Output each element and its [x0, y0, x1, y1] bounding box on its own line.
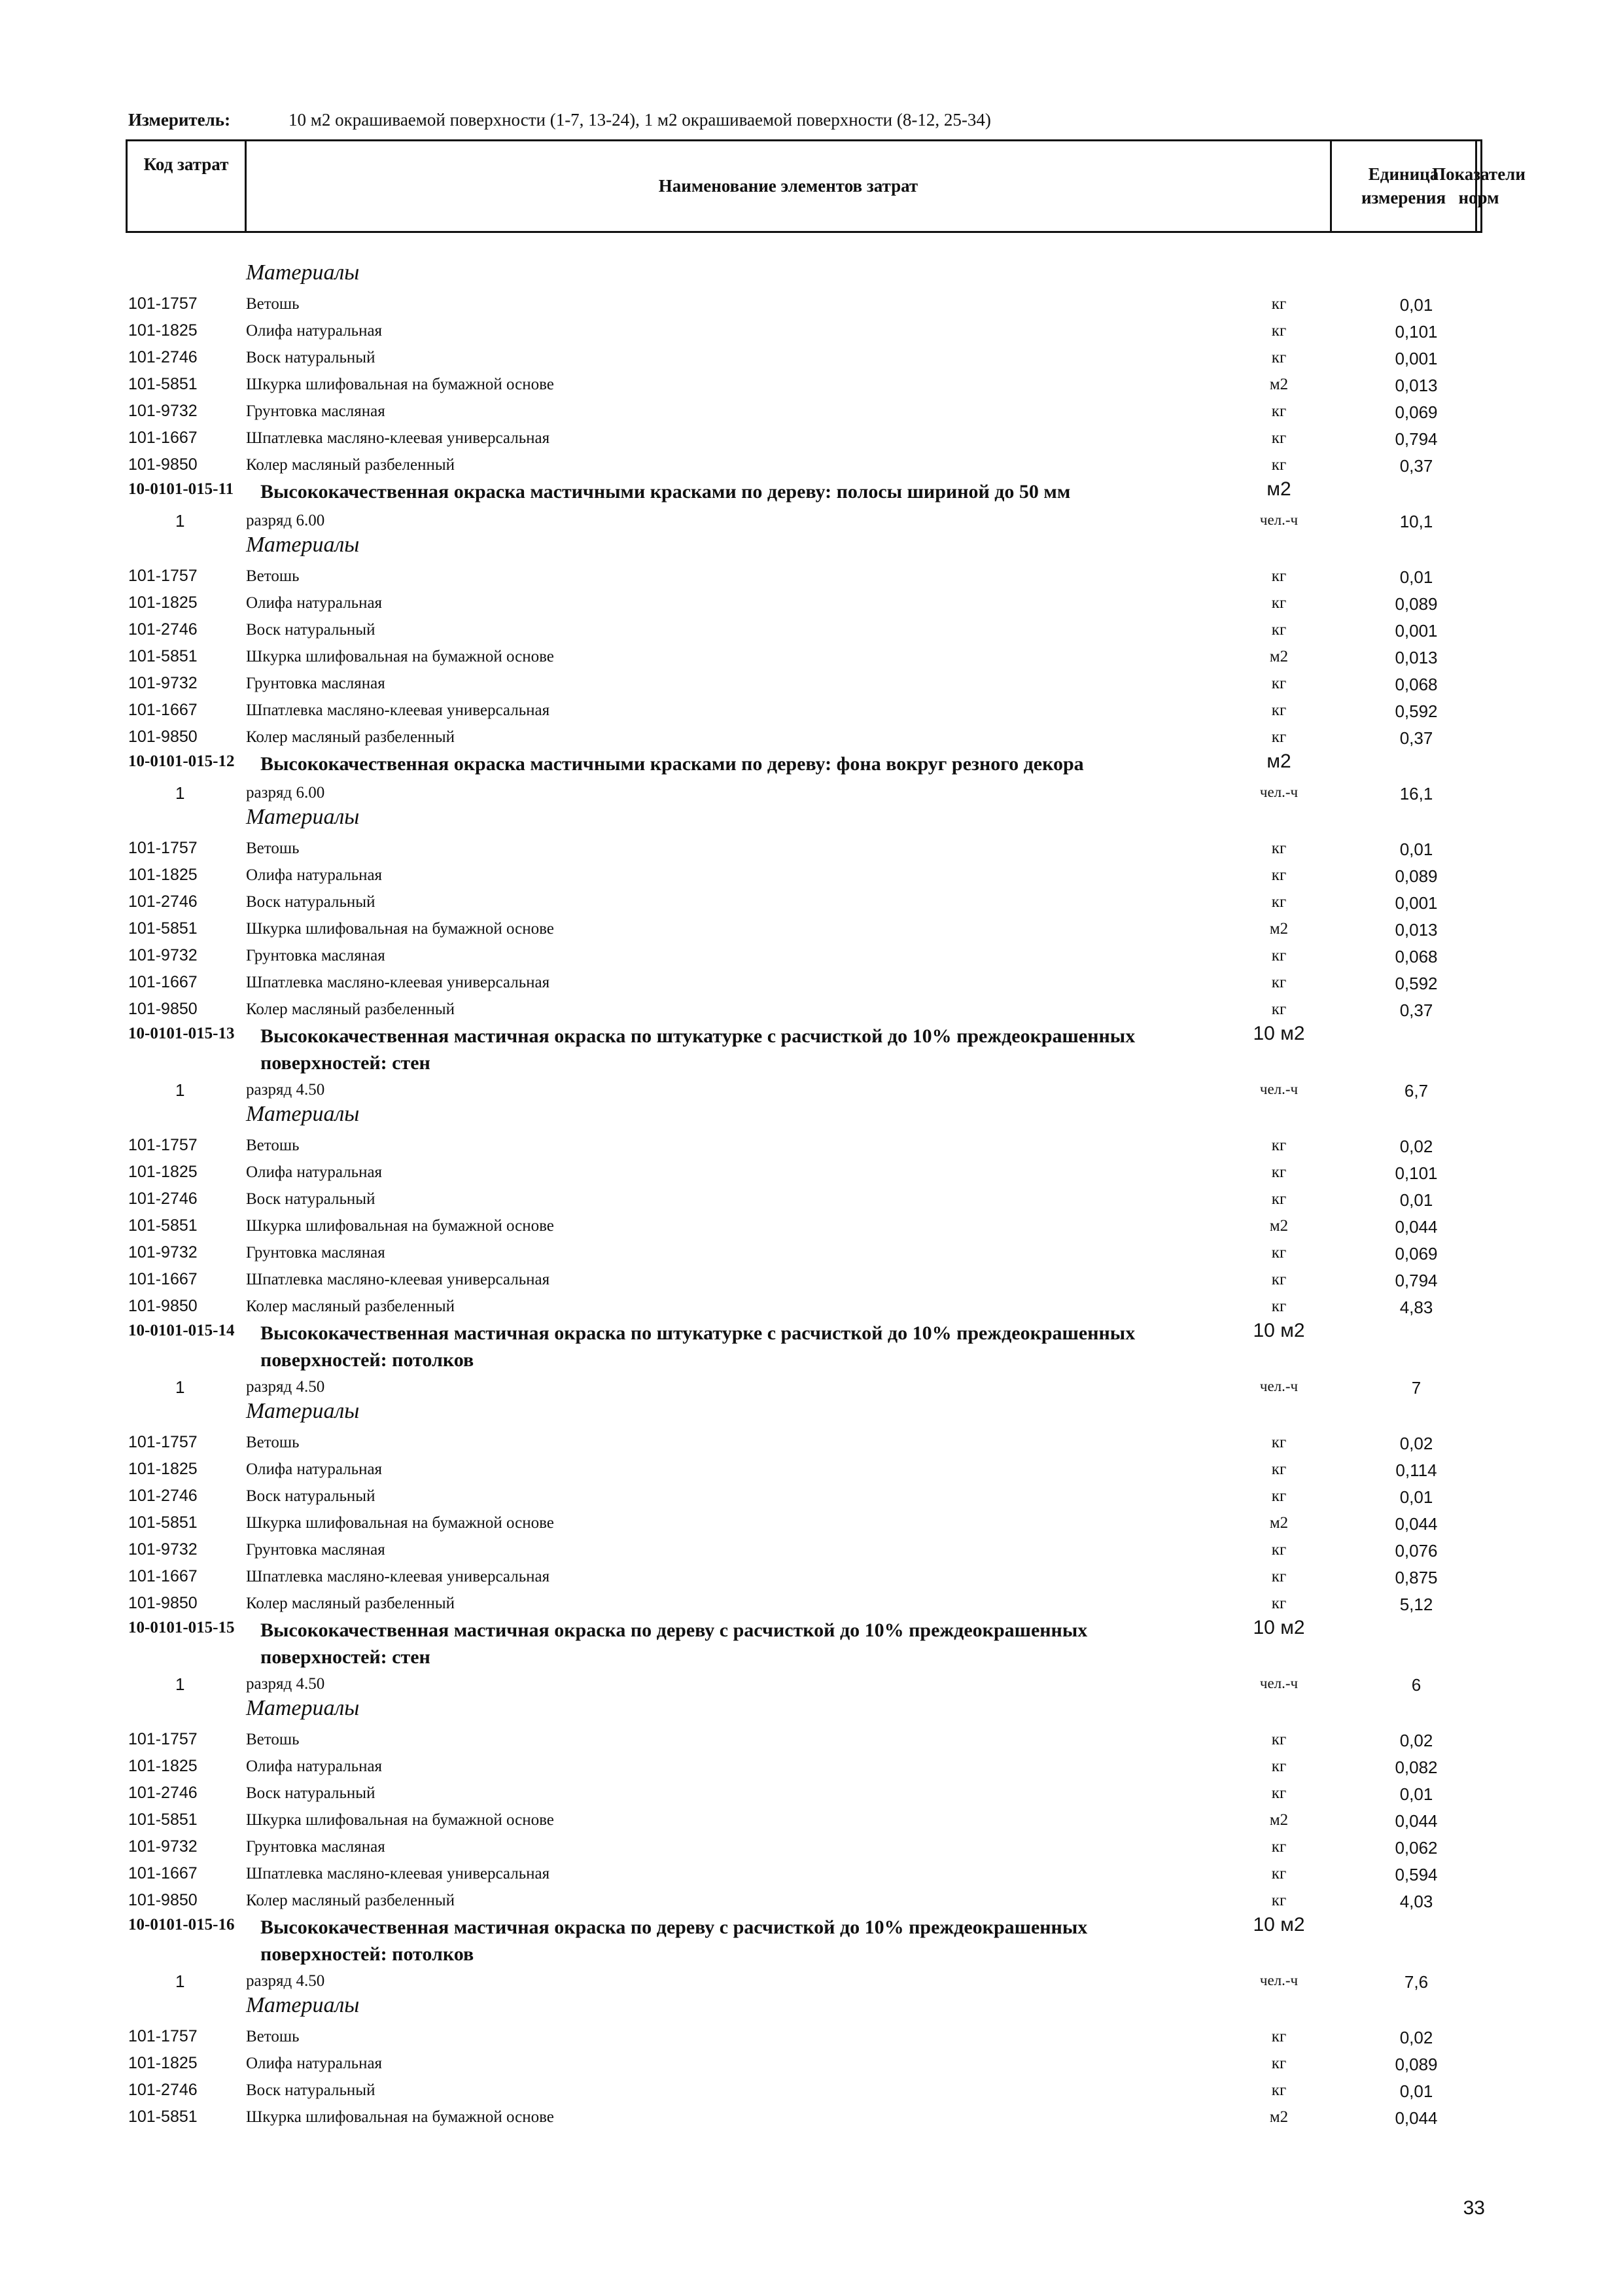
- row-name: Грунтовка масляная: [246, 947, 385, 964]
- row-unit: кг: [1271, 1190, 1287, 1208]
- row-norm: 0,013: [1395, 920, 1438, 940]
- row-norm: 0,875: [1395, 1568, 1438, 1587]
- row-norm: 0,001: [1395, 893, 1438, 913]
- job-title: Высококачественная мастичная окраска по штукатурке с расчисткой до 10% преждеокрашенных поверхностей: стен: [260, 1025, 1136, 1074]
- row-name: Шкурка шлифовальная на бумажной основе: [246, 1217, 554, 1235]
- row-norm: 0,01: [1399, 1190, 1433, 1210]
- row-unit: кг: [1271, 675, 1287, 692]
- row-code: 101-1825: [128, 866, 198, 884]
- row-norm: 0,794: [1395, 429, 1438, 449]
- row-name: Олифа натуральная: [246, 2055, 383, 2072]
- row-unit: кг: [1271, 1541, 1287, 1559]
- row-code: 101-9732: [128, 946, 198, 964]
- row-norm: 0,02: [1399, 1434, 1433, 1453]
- row-unit: кг: [1271, 1892, 1287, 1909]
- row-unit: кг: [1271, 974, 1287, 991]
- row-name: Грунтовка масляная: [246, 1838, 385, 1856]
- row-code: 101-9850: [128, 1297, 198, 1315]
- row-unit: кг: [1271, 567, 1287, 585]
- row-code: 101-1825: [128, 1460, 198, 1478]
- row-unit: кг: [1271, 947, 1287, 964]
- job-unit: м2: [1266, 478, 1291, 500]
- row-name: Олифа натуральная: [246, 1460, 383, 1478]
- row-name: Олифа натуральная: [246, 866, 383, 884]
- row-code: 101-1825: [128, 2054, 198, 2072]
- row-norm: 0,02: [1399, 1731, 1433, 1750]
- row-code: 101-1667: [128, 1864, 198, 1882]
- row-code: 101-1667: [128, 973, 198, 991]
- row-code: 1: [175, 1080, 185, 1100]
- row-unit: кг: [1271, 349, 1287, 366]
- row-name: Ветошь: [246, 839, 300, 857]
- row-name: Ветошь: [246, 1731, 300, 1748]
- row-name: Ветошь: [246, 1137, 300, 1154]
- row-code: 101-1667: [128, 1270, 198, 1288]
- row-name: Грунтовка масляная: [246, 675, 385, 692]
- row-code: 101-9850: [128, 728, 198, 746]
- job-title: Высококачественная окраска мастичными красками по дереву: фона вокруг резного декора: [260, 753, 1084, 775]
- row-code: 101-5851: [128, 1810, 198, 1829]
- row-name: Грунтовка масляная: [246, 1541, 385, 1559]
- row-unit: кг: [1271, 866, 1287, 884]
- row-unit: кг: [1271, 594, 1287, 612]
- row-norm: 0,044: [1395, 2108, 1438, 2128]
- row-code: 101-9732: [128, 674, 198, 692]
- row-name: Ветошь: [246, 1434, 300, 1451]
- row-norm: 0,01: [1399, 2081, 1433, 2101]
- row-norm: 4,83: [1399, 1298, 1433, 1317]
- row-name: Шпатлевка масляно-клеевая универсальная: [246, 1568, 550, 1585]
- row-unit: м2: [1269, 920, 1289, 938]
- row-code: 101-9850: [128, 455, 198, 474]
- row-code: 101-2746: [128, 348, 198, 366]
- row-norm: 7,6: [1404, 1972, 1429, 1992]
- row-code: 101-1825: [128, 1757, 198, 1775]
- job-unit: 10 м2: [1253, 1320, 1305, 1341]
- row-unit: кг: [1271, 1271, 1287, 1288]
- job-title: Высококачественная мастичная окраска по дереву с расчисткой до 10% преждеокрашенных поверхностей: стен: [260, 1619, 1088, 1668]
- row-name: Олифа натуральная: [246, 322, 383, 340]
- job-code: 10-0101-015-11: [128, 480, 234, 498]
- row-norm: 0,37: [1399, 728, 1433, 748]
- row-name: Воск натуральный: [246, 1487, 375, 1505]
- section-title: Материалы: [246, 260, 360, 285]
- section-title: Материалы: [246, 1696, 360, 1720]
- row-norm: 7: [1411, 1378, 1422, 1398]
- row-unit: чел.-ч: [1259, 784, 1299, 800]
- row-name: Воск натуральный: [246, 621, 375, 639]
- row-norm: 0,089: [1395, 2055, 1438, 2074]
- row-unit: кг: [1271, 1298, 1287, 1315]
- row-norm: 10,1: [1399, 512, 1433, 531]
- row-unit: м2: [1269, 1514, 1289, 1532]
- job-title: Высококачественная мастичная окраска по дереву с расчисткой до 10% преждеокрашенных поверхностей: потолков: [260, 1916, 1088, 1965]
- row-name: Колер масляный разбеленный: [246, 1298, 455, 1315]
- row-name: Ветошь: [246, 2028, 300, 2045]
- section-title: Материалы: [246, 1102, 360, 1126]
- row-code: 1: [175, 511, 185, 531]
- row-unit: м2: [1269, 648, 1289, 665]
- row-norm: 4,03: [1399, 1892, 1433, 1911]
- row-unit: кг: [1271, 1731, 1287, 1748]
- row-unit: кг: [1271, 1460, 1287, 1478]
- row-name: Грунтовка масляная: [246, 1244, 385, 1262]
- row-code: 101-2746: [128, 892, 198, 911]
- job-unit: 10 м2: [1253, 1617, 1305, 1638]
- row-code: 101-1667: [128, 701, 198, 719]
- row-name: Колер масляный разбеленный: [246, 1000, 455, 1018]
- row-norm: 0,013: [1395, 648, 1438, 667]
- row-code: 101-1757: [128, 839, 198, 857]
- row-code: 101-1757: [128, 2027, 198, 2045]
- row-unit: кг: [1271, 2055, 1287, 2072]
- row-norm: 0,594: [1395, 1865, 1438, 1884]
- row-unit: кг: [1271, 839, 1287, 857]
- row-name: разряд 4.50: [246, 1378, 325, 1396]
- row-code: 101-5851: [128, 647, 198, 665]
- row-unit: чел.-ч: [1259, 1972, 1299, 1988]
- row-name: Воск натуральный: [246, 349, 375, 366]
- row-name: разряд 4.50: [246, 1675, 325, 1693]
- row-norm: 16,1: [1399, 784, 1433, 804]
- row-norm: 0,114: [1395, 1460, 1437, 1480]
- row-code: 101-1757: [128, 1433, 198, 1451]
- job-code: 10-0101-015-15: [128, 1619, 235, 1636]
- row-norm: 0,001: [1395, 349, 1438, 368]
- section-title: Материалы: [246, 533, 360, 557]
- row-name: разряд 4.50: [246, 1972, 325, 1990]
- row-name: Воск натуральный: [246, 2081, 375, 2099]
- row-norm: 0,02: [1399, 1137, 1433, 1156]
- row-code: 101-1757: [128, 567, 198, 585]
- row-code: 101-1667: [128, 1567, 198, 1585]
- row-unit: кг: [1271, 456, 1287, 474]
- row-unit: м2: [1269, 1811, 1289, 1829]
- row-name: Олифа натуральная: [246, 1757, 383, 1775]
- row-norm: 0,37: [1399, 456, 1433, 476]
- row-code: 101-9850: [128, 1891, 198, 1909]
- row-code: 101-9732: [128, 402, 198, 420]
- row-unit: кг: [1271, 1434, 1287, 1451]
- row-code: 101-9850: [128, 1000, 198, 1018]
- row-unit: м2: [1269, 376, 1289, 393]
- section-title: Материалы: [246, 1399, 360, 1423]
- row-unit: кг: [1271, 295, 1287, 313]
- row-code: 101-1825: [128, 321, 198, 340]
- row-norm: 0,044: [1395, 1811, 1438, 1831]
- row-name: Шпатлевка масляно-клеевая универсальная: [246, 429, 550, 447]
- row-unit: м2: [1269, 2108, 1289, 2126]
- row-code: 101-2746: [128, 1784, 198, 1802]
- row-norm: 0,082: [1395, 1757, 1438, 1777]
- row-code: 101-2746: [128, 1190, 198, 1208]
- row-name: Шкурка шлифовальная на бумажной основе: [246, 2108, 554, 2126]
- row-code: 101-5851: [128, 1216, 198, 1235]
- row-name: Колер масляный разбеленный: [246, 728, 455, 746]
- header-code: Код затрат: [128, 141, 247, 231]
- row-unit: кг: [1271, 402, 1287, 420]
- row-unit: чел.-ч: [1259, 1675, 1299, 1691]
- header-norm: Показатели норм: [1432, 164, 1526, 207]
- row-unit: кг: [1271, 1163, 1287, 1181]
- row-norm: 0,01: [1399, 1487, 1433, 1507]
- row-norm: 0,062: [1395, 1838, 1438, 1858]
- job-title: Высококачественная мастичная окраска по штукатурке с расчисткой до 10% преждеокрашенных поверхностей: потолков: [260, 1322, 1136, 1371]
- row-code: 101-2746: [128, 620, 198, 639]
- row-name: Шкурка шлифовальная на бумажной основе: [246, 920, 554, 938]
- row-name: Шпатлевка масляно-клеевая универсальная: [246, 1865, 550, 1882]
- meter-value: 10 м2 окрашиваемой поверхности (1-7, 13-24), 1 м2 окрашиваемой поверхности (8-12, 25-34): [288, 110, 991, 130]
- job-code: 10-0101-015-12: [128, 752, 235, 770]
- row-norm: 0,068: [1395, 675, 1438, 694]
- row-code: 101-2746: [128, 2081, 198, 2099]
- row-unit: чел.-ч: [1259, 1378, 1299, 1394]
- row-norm: 0,02: [1399, 2028, 1433, 2047]
- row-norm: 0,068: [1395, 947, 1438, 966]
- row-name: разряд 6.00: [246, 512, 325, 529]
- row-code: 101-1757: [128, 1730, 198, 1748]
- section-title: Материалы: [246, 1993, 360, 2017]
- row-code: 1: [175, 1674, 185, 1694]
- row-code: 101-2746: [128, 1487, 198, 1505]
- section-title: Материалы: [246, 805, 360, 829]
- row-code: 1: [175, 1377, 185, 1397]
- row-name: Шпатлевка масляно-клеевая универсальная: [246, 701, 550, 719]
- row-norm: 0,37: [1399, 1000, 1433, 1020]
- row-norm: 6: [1411, 1675, 1422, 1695]
- row-unit: м2: [1269, 1217, 1289, 1235]
- row-name: Ветошь: [246, 295, 300, 313]
- row-name: Шпатлевка масляно-клеевая универсальная: [246, 1271, 550, 1288]
- row-name: Шкурка шлифовальная на бумажной основе: [246, 1514, 554, 1532]
- row-name: Шпатлевка масляно-клеевая универсальная: [246, 974, 550, 991]
- job-title: Высококачественная окраска мастичными красками по дереву: полосы шириной до 50 мм: [260, 481, 1071, 503]
- row-name: Воск натуральный: [246, 1784, 375, 1802]
- row-norm: 0,01: [1399, 1784, 1433, 1804]
- row-name: Грунтовка масляная: [246, 402, 385, 420]
- row-norm: 0,101: [1395, 322, 1438, 342]
- header-unit: Единица измерения: [1332, 141, 1477, 231]
- row-norm: 0,089: [1395, 594, 1438, 614]
- row-norm: 0,013: [1395, 376, 1438, 395]
- job-code: 10-0101-015-16: [128, 1916, 235, 1934]
- row-code: 101-1667: [128, 429, 198, 447]
- row-code: 101-1757: [128, 1136, 198, 1154]
- row-norm: 0,01: [1399, 839, 1433, 859]
- row-norm: 0,089: [1395, 866, 1438, 886]
- row-name: Ветошь: [246, 567, 300, 585]
- row-norm: 5,12: [1399, 1595, 1433, 1614]
- row-name: Колер масляный разбеленный: [246, 1892, 455, 1909]
- row-name: Колер масляный разбеленный: [246, 1595, 455, 1612]
- row-name: Шкурка шлифовальная на бумажной основе: [246, 376, 554, 393]
- row-unit: кг: [1271, 1244, 1287, 1262]
- row-norm: 0,001: [1395, 621, 1438, 641]
- row-name: Воск натуральный: [246, 1190, 375, 1208]
- row-unit: кг: [1271, 429, 1287, 447]
- row-unit: кг: [1271, 1487, 1287, 1505]
- job-code: 10-0101-015-14: [128, 1322, 235, 1339]
- row-name: Воск натуральный: [246, 893, 375, 911]
- page-number: 33: [1463, 2197, 1485, 2219]
- row-unit: кг: [1271, 1568, 1287, 1585]
- row-norm: 0,044: [1395, 1217, 1438, 1237]
- row-code: 101-9850: [128, 1594, 198, 1612]
- row-name: Шкурка шлифовальная на бумажной основе: [246, 648, 554, 665]
- row-norm: 0,592: [1395, 974, 1438, 993]
- row-name: разряд 6.00: [246, 784, 325, 802]
- row-norm: 0,069: [1395, 402, 1438, 422]
- header-name: Наименование элементов затрат: [247, 141, 1332, 231]
- row-code: 101-9732: [128, 1837, 198, 1856]
- row-code: 1: [175, 1971, 185, 1991]
- row-code: 101-1757: [128, 294, 198, 313]
- row-unit: кг: [1271, 1838, 1287, 1856]
- row-norm: 0,01: [1399, 567, 1433, 587]
- row-name: разряд 4.50: [246, 1081, 325, 1099]
- row-code: 101-5851: [128, 2108, 198, 2126]
- row-code: 101-1825: [128, 1163, 198, 1181]
- row-norm: 0,794: [1395, 1271, 1438, 1290]
- row-unit: кг: [1271, 701, 1287, 719]
- row-norm: 0,044: [1395, 1514, 1438, 1534]
- row-unit: чел.-ч: [1259, 512, 1299, 528]
- row-norm: 0,069: [1395, 1244, 1438, 1263]
- row-unit: кг: [1271, 1757, 1287, 1775]
- row-name: Олифа натуральная: [246, 594, 383, 612]
- row-name: Шкурка шлифовальная на бумажной основе: [246, 1811, 554, 1829]
- row-norm: 0,076: [1395, 1541, 1438, 1561]
- row-code: 101-1825: [128, 593, 198, 612]
- job-unit: 10 м2: [1253, 1023, 1305, 1044]
- row-code: 1: [175, 783, 185, 803]
- row-unit: кг: [1271, 621, 1287, 639]
- job-code: 10-0101-015-13: [128, 1025, 235, 1042]
- row-unit: кг: [1271, 322, 1287, 340]
- job-unit: 10 м2: [1253, 1914, 1305, 1935]
- row-unit: кг: [1271, 1137, 1287, 1154]
- row-norm: 0,101: [1395, 1163, 1438, 1183]
- row-unit: кг: [1271, 1865, 1287, 1882]
- row-code: 101-9732: [128, 1540, 198, 1559]
- row-norm: 0,01: [1399, 295, 1433, 315]
- row-norm: 6,7: [1404, 1081, 1429, 1101]
- row-unit: кг: [1271, 2081, 1287, 2099]
- row-unit: кг: [1271, 1595, 1287, 1612]
- row-unit: кг: [1271, 2028, 1287, 2045]
- row-code: 101-9732: [128, 1243, 198, 1262]
- row-name: Колер масляный разбеленный: [246, 456, 455, 474]
- row-code: 101-5851: [128, 375, 198, 393]
- row-name: Олифа натуральная: [246, 1163, 383, 1181]
- row-unit: кг: [1271, 1784, 1287, 1802]
- row-code: 101-5851: [128, 1513, 198, 1532]
- row-unit: чел.-ч: [1259, 1081, 1299, 1097]
- row-unit: кг: [1271, 1000, 1287, 1018]
- row-unit: кг: [1271, 893, 1287, 911]
- row-unit: кг: [1271, 728, 1287, 746]
- meter-label: Измеритель:: [128, 110, 231, 130]
- row-norm: 0,592: [1395, 701, 1438, 721]
- row-code: 101-5851: [128, 919, 198, 938]
- job-unit: м2: [1266, 751, 1291, 772]
